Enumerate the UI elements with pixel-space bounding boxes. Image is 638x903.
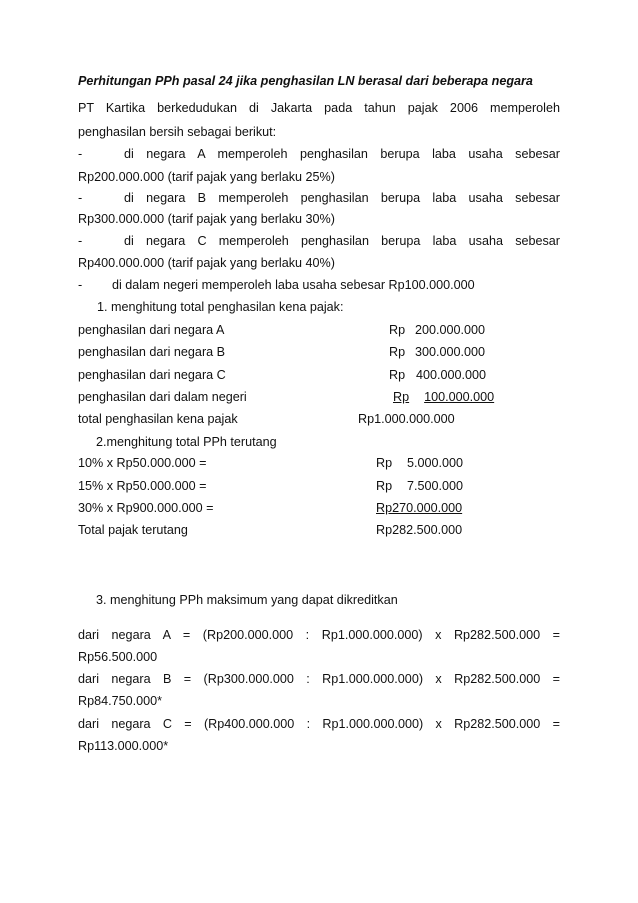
section-1-row-label: penghasilan dari negara B [78,345,226,359]
bullet-dash: - [78,234,83,248]
section-1-row-currency: Rp [389,345,406,359]
section-2-row-label: 15% x Rp50.000.000 = [78,479,207,493]
section-1-row-amount: 200.000.000 [415,323,486,337]
bullet-c-text: di negara C memperoleh penghasilan berupa laba usaha sebesar [124,234,560,248]
bullet-b [78,190,560,206]
section-2-row-label: 30% x Rp900.000.000 = [78,501,214,515]
bullet-dash: - [78,147,83,161]
section-1-row-label: penghasilan dari negara C [78,368,226,382]
section-3-row-c-result: Rp113.000.000* [78,739,169,753]
bullet-c [78,233,560,249]
bullet-a-line-2: Rp200.000.000 (tarif pajak yang berlaku 25%) [78,170,335,184]
bullet-a [78,146,560,162]
document-title: Perhitungan PPh pasal 24 jika penghasilan LN berasal dari beberapa negara [78,74,533,88]
section-2-total-label: Total pajak terutang [78,523,188,537]
section-1-row-currency: Rp [389,323,406,337]
section-2-total-value: Rp282.500.000 [376,523,463,537]
section-3-row-c: dari negara C = (Rp400.000.000 : Rp1.000.000.000) x Rp282.500.000 = [78,717,560,731]
section-2-row-amount: 7.500.000 [407,479,464,493]
section-1-row-amount: 300.000.000 [415,345,486,359]
bullet-b-text: di negara B memperoleh penghasilan berupa laba usaha sebesar [124,191,560,205]
section-1-row-amount: 100.000.000 [424,390,495,404]
section-3-row-b: dari negara B = (Rp300.000.000 : Rp1.000.000.000) x Rp282.500.000 = [78,672,560,686]
section-3-row-a-result: Rp56.500.000 [78,650,158,664]
intro-line-2: penghasilan bersih sebagai berikut: [78,125,277,139]
section-2-row-amount: 5.000.000 [407,456,464,470]
section-3-row-a: dari negara A = (Rp200.000.000 : Rp1.000.000.000) x Rp282.500.000 = [78,628,560,642]
section-2-heading: 2.menghitung total PPh terutang [96,435,277,449]
section-1-row-currency: Rp [393,390,410,404]
section-1-heading: 1. menghitung total penghasilan kena pajak: [97,300,344,314]
section-2-row-label: 10% x Rp50.000.000 = [78,456,207,470]
bullet-dash: - [78,278,83,292]
section-2-row-currency: Rp [376,456,393,470]
section-1-total-label: total penghasilan kena pajak [78,412,238,426]
bullet-b-line-2: Rp300.000.000 (tarif pajak yang berlaku 30%) [78,212,335,226]
section-1-row-amount: 400.000.000 [416,368,487,382]
bullet-a-text: di negara A memperoleh penghasilan berupa laba usaha sebesar [124,147,560,161]
section-3-row-b-result: Rp84.750.000* [78,694,163,708]
intro-line-1: PT Kartika berkedudukan di Jakarta pada tahun pajak 2006 memperoleh [78,101,560,115]
bullet-d-text: di dalam negeri memperoleh laba usaha sebesar Rp100.000.000 [112,278,475,292]
section-2-row-value: Rp270.000.000 [376,501,463,515]
section-1-row-label: penghasilan dari negara A [78,323,225,337]
bullet-dash: - [78,191,83,205]
bullet-c-line-2: Rp400.000.000 (tarif pajak yang berlaku 40%) [78,256,335,270]
section-1-total-value: Rp1.000.000.000 [358,412,455,426]
bullet-d [78,277,560,293]
section-2-row-currency: Rp [376,479,393,493]
section-3-heading: 3. menghitung PPh maksimum yang dapat dikreditkan [96,593,398,607]
section-1-row-label: penghasilan dari dalam negeri [78,390,247,404]
section-1-row-underlined-amount [393,389,495,405]
section-1-row-currency: Rp [389,368,406,382]
